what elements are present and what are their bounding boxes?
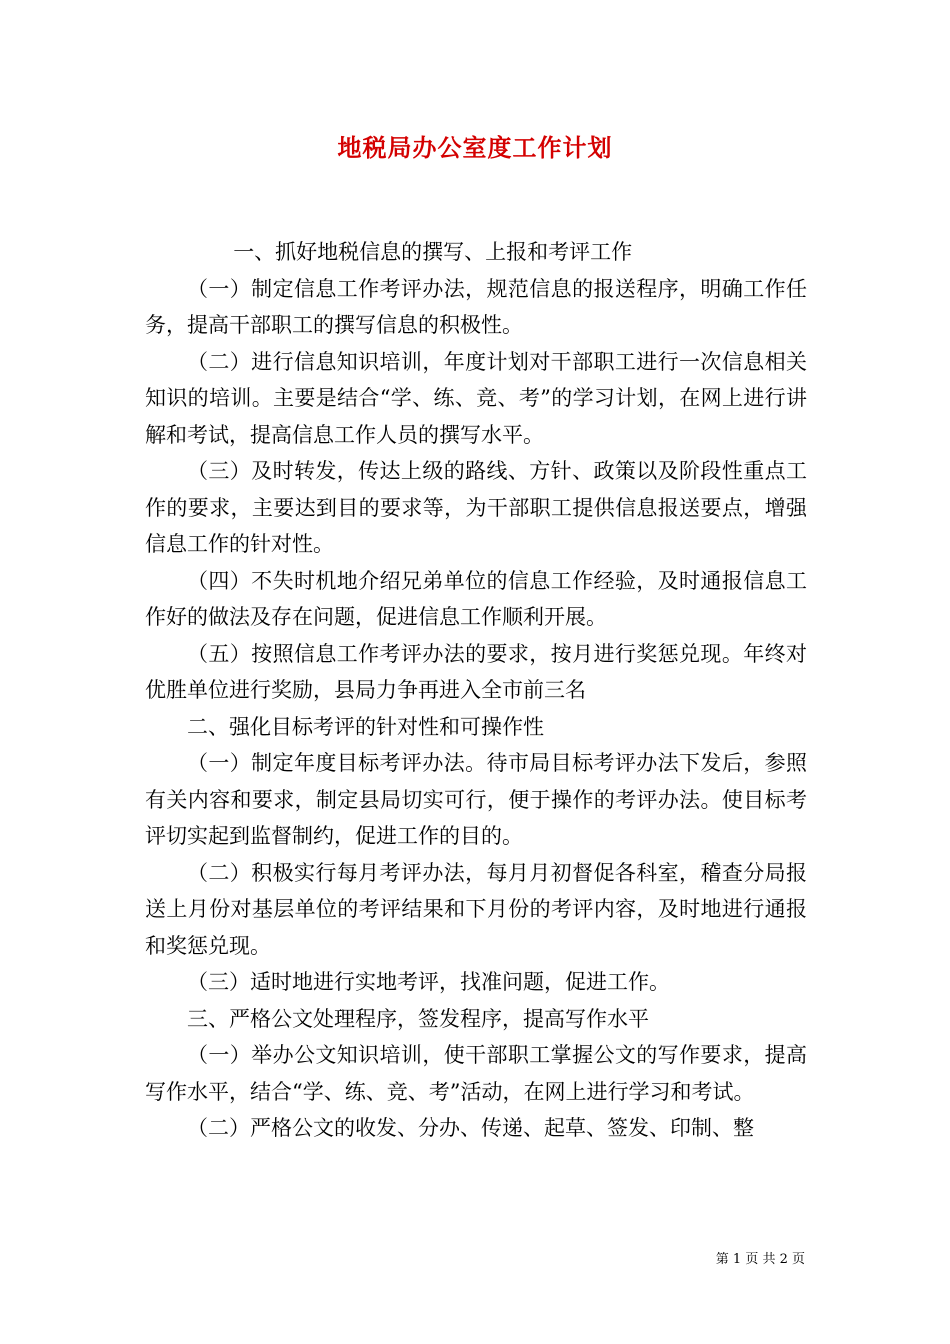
section-heading-2: 二、强化目标考评的针对性和可操作性: [187, 714, 544, 739]
paragraph: （一）制定年度目标考评办法。待市局目标考评办法下发后，参照有关内容和要求，制定县局切实可行，便于操作的考评办法。使目标考评切实起到监督制约，促进工作的目的。: [145, 751, 807, 848]
paragraph: （五）按照信息工作考评办法的要求，按月进行奖惩兑现。年终对优胜单位进行奖励，县局力争再进入全市前三名: [145, 641, 807, 702]
paragraph: （一）制定信息工作考评办法，规范信息的报送程序，明确工作任务，提高干部职工的撰写信息的积极性。: [145, 276, 807, 337]
document-title: 地税局办公室度工作计划: [337, 133, 613, 162]
document-body: [145, 234, 807, 1147]
section-heading-3: 三、严格公文处理程序，签发程序，提高写作水平: [187, 1006, 649, 1031]
paragraph: （二）严格公文的收发、分办、传递、起草、签发、印制、整: [187, 1116, 754, 1140]
page-number: 第 1 页 共 2 页: [715, 1252, 805, 1267]
paragraph: （二）积极实行每月考评办法，每月月初督促各科室，稽查分局报送上月份对基层单位的考评结果和下月份的考评内容，及时地进行通报和奖惩兑现。: [145, 860, 807, 958]
paragraph: （二）进行信息知识培训，年度计划对干部职工进行一次信息相关知识的培训。主要是结合“学、练、竞、考”的学习计划，在网上进行讲解和考试，提高信息工作人员的撰写水平。: [145, 349, 807, 447]
paragraph: （一）举办公文知识培训，使干部职工掌握公文的写作要求，提高写作水平，结合“学、练、竞、考”活动，在网上进行学习和考试。: [145, 1043, 807, 1104]
paragraph: （三）及时转发，传达上级的路线、方针、政策以及阶段性重点工作的要求，主要达到目的要求等，为干部职工提供信息报送要点，增强信息工作的针对性。: [145, 459, 807, 556]
paragraph: （四）不失时机地介绍兄弟单位的信息工作经验，及时通报信息工作好的做法及存在问题，促进信息工作顺利开展。: [145, 568, 807, 629]
paragraph: （三）适时地进行实地考评，找准问题，促进工作。: [187, 970, 670, 994]
section-heading-1: 一、抓好地税信息的撰写、上报和考评工作: [233, 240, 633, 264]
